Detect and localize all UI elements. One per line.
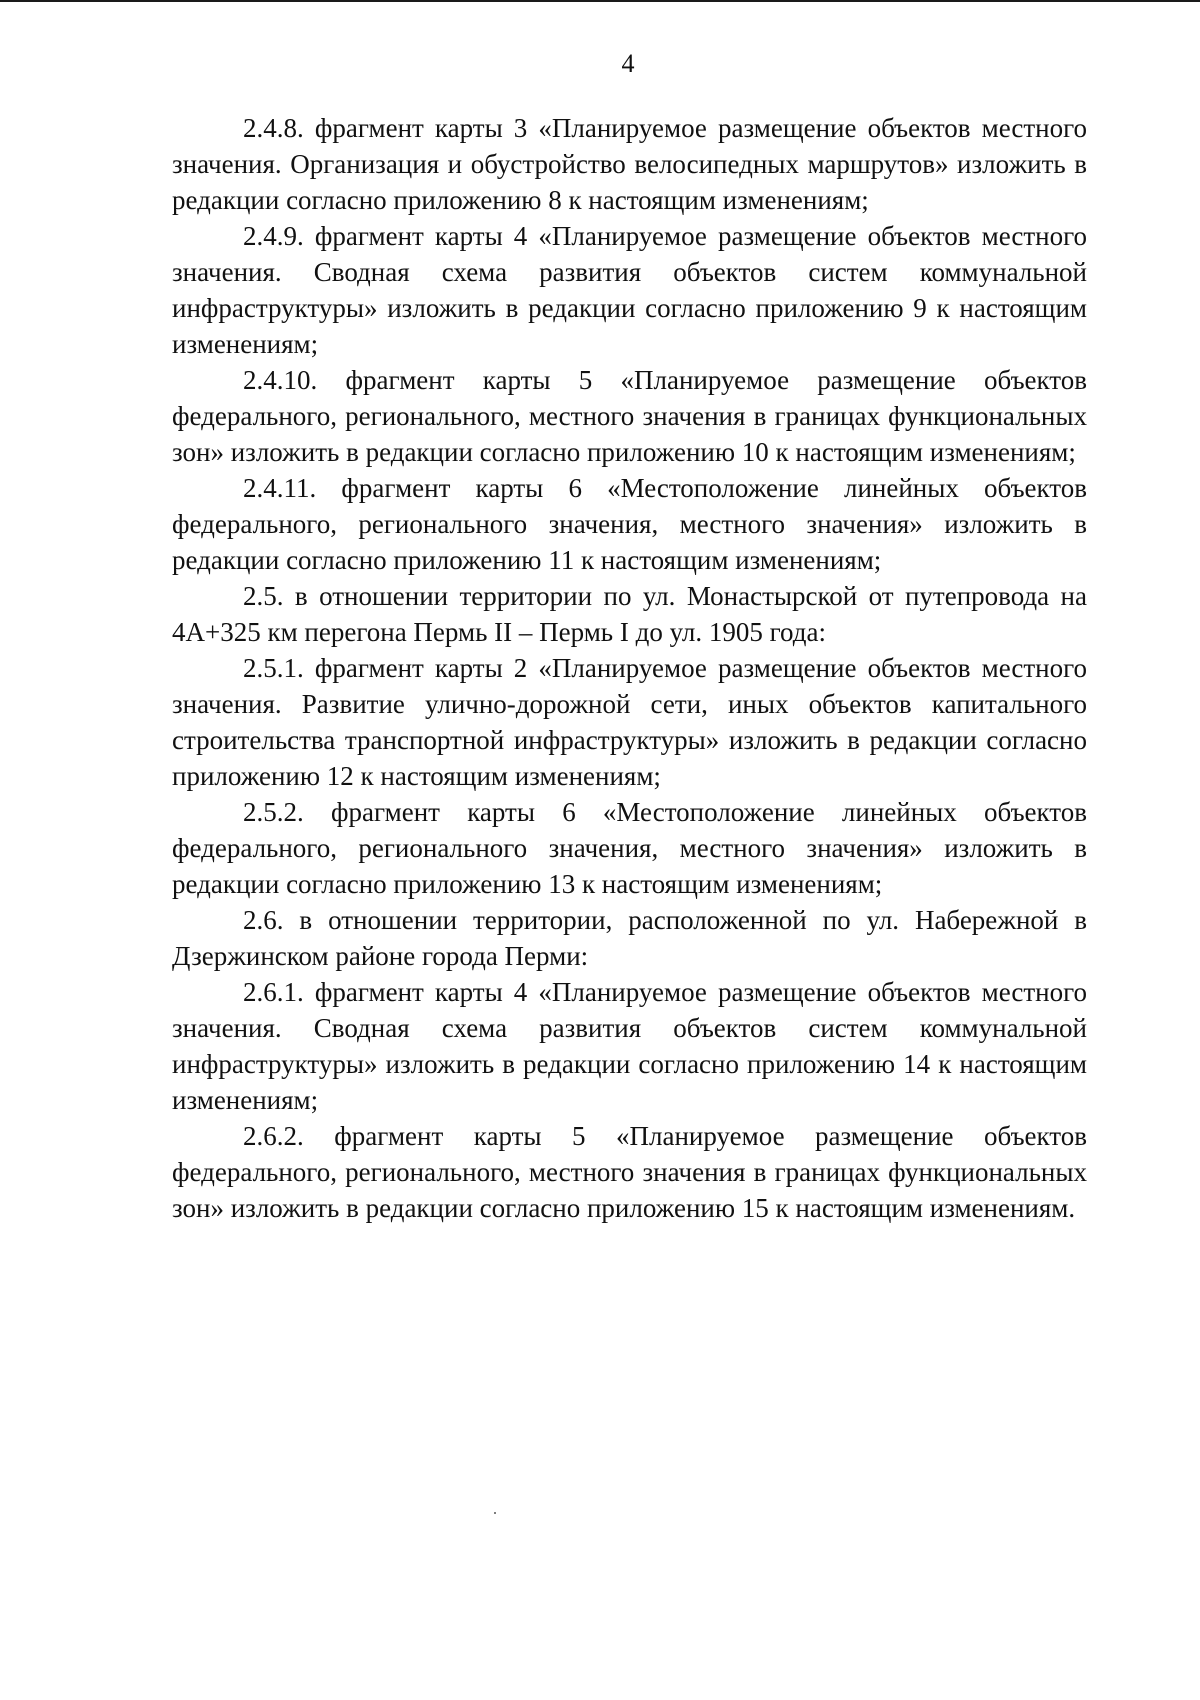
paragraph-2-6: 2.6. в отношении территории, расположенной по ул. Набережной в Дзержинском районе города Перми:: [172, 905, 1087, 971]
paragraph-2-4-8: 2.4.8. фрагмент карты 3 «Планируемое размещение объектов местного значения. Организация и обустройство велосипедных маршрутов» изложить в редакции согласно приложению 8 к настоящим изменениям;: [172, 113, 1087, 215]
paragraph-2-5: 2.5. в отношении территории по ул. Монастырской от путепровода на 4А+325 км перегона Пермь II – Пермь I до ул. 1905 года:: [172, 581, 1087, 647]
page-top-edge: [0, 0, 1200, 2]
paragraph-2-4-11: 2.4.11. фрагмент карты 6 «Местоположение линейных объектов федерального, регионального значения, местного значения» изложить в редакции согласно приложению 11 к настоящим изменениям;: [172, 473, 1087, 575]
document-body: [172, 110, 1087, 1226]
paragraph-2-5-2: 2.5.2. фрагмент карты 6 «Местоположение линейных объектов федерального, регионального значения, местного значения» изложить в редакции согласно приложению 13 к настоящим изменениям;: [172, 797, 1087, 899]
paragraph-2-5-1: 2.5.1. фрагмент карты 2 «Планируемое размещение объектов местного значения. Развитие улично-дорожной сети, иных объектов капитального строительства транспортной инфраструктуры» изложить в редакции согласно приложению 12 к настоящим изменениям;: [172, 653, 1087, 791]
scan-speck: [494, 1512, 496, 1514]
paragraph-2-4-9: 2.4.9. фрагмент карты 4 «Планируемое размещение объектов местного значения. Сводная схема развития объектов систем коммунальной инфраструктуры» изложить в редакции согласно приложению 9 к настоящим изменениям;: [172, 221, 1087, 359]
paragraph-2-4-10: 2.4.10. фрагмент карты 5 «Планируемое размещение объектов федерального, регионального, местного значения в границах функциональных зон» изложить в редакции согласно приложению 10 к настоящим изменениям;: [172, 365, 1087, 467]
paragraph-2-6-1: 2.6.1. фрагмент карты 4 «Планируемое размещение объектов местного значения. Сводная схема развития объектов систем коммунальной инфраструктуры» изложить в редакции согласно приложению 14 к настоящим изменениям;: [172, 977, 1087, 1115]
paragraph-2-6-2: 2.6.2. фрагмент карты 5 «Планируемое размещение объектов федерального, регионального, местного значения в границах функциональных зон» изложить в редакции согласно приложению 15 к настоящим изменениям.: [172, 1121, 1087, 1223]
page-number: 4: [621, 49, 635, 78]
